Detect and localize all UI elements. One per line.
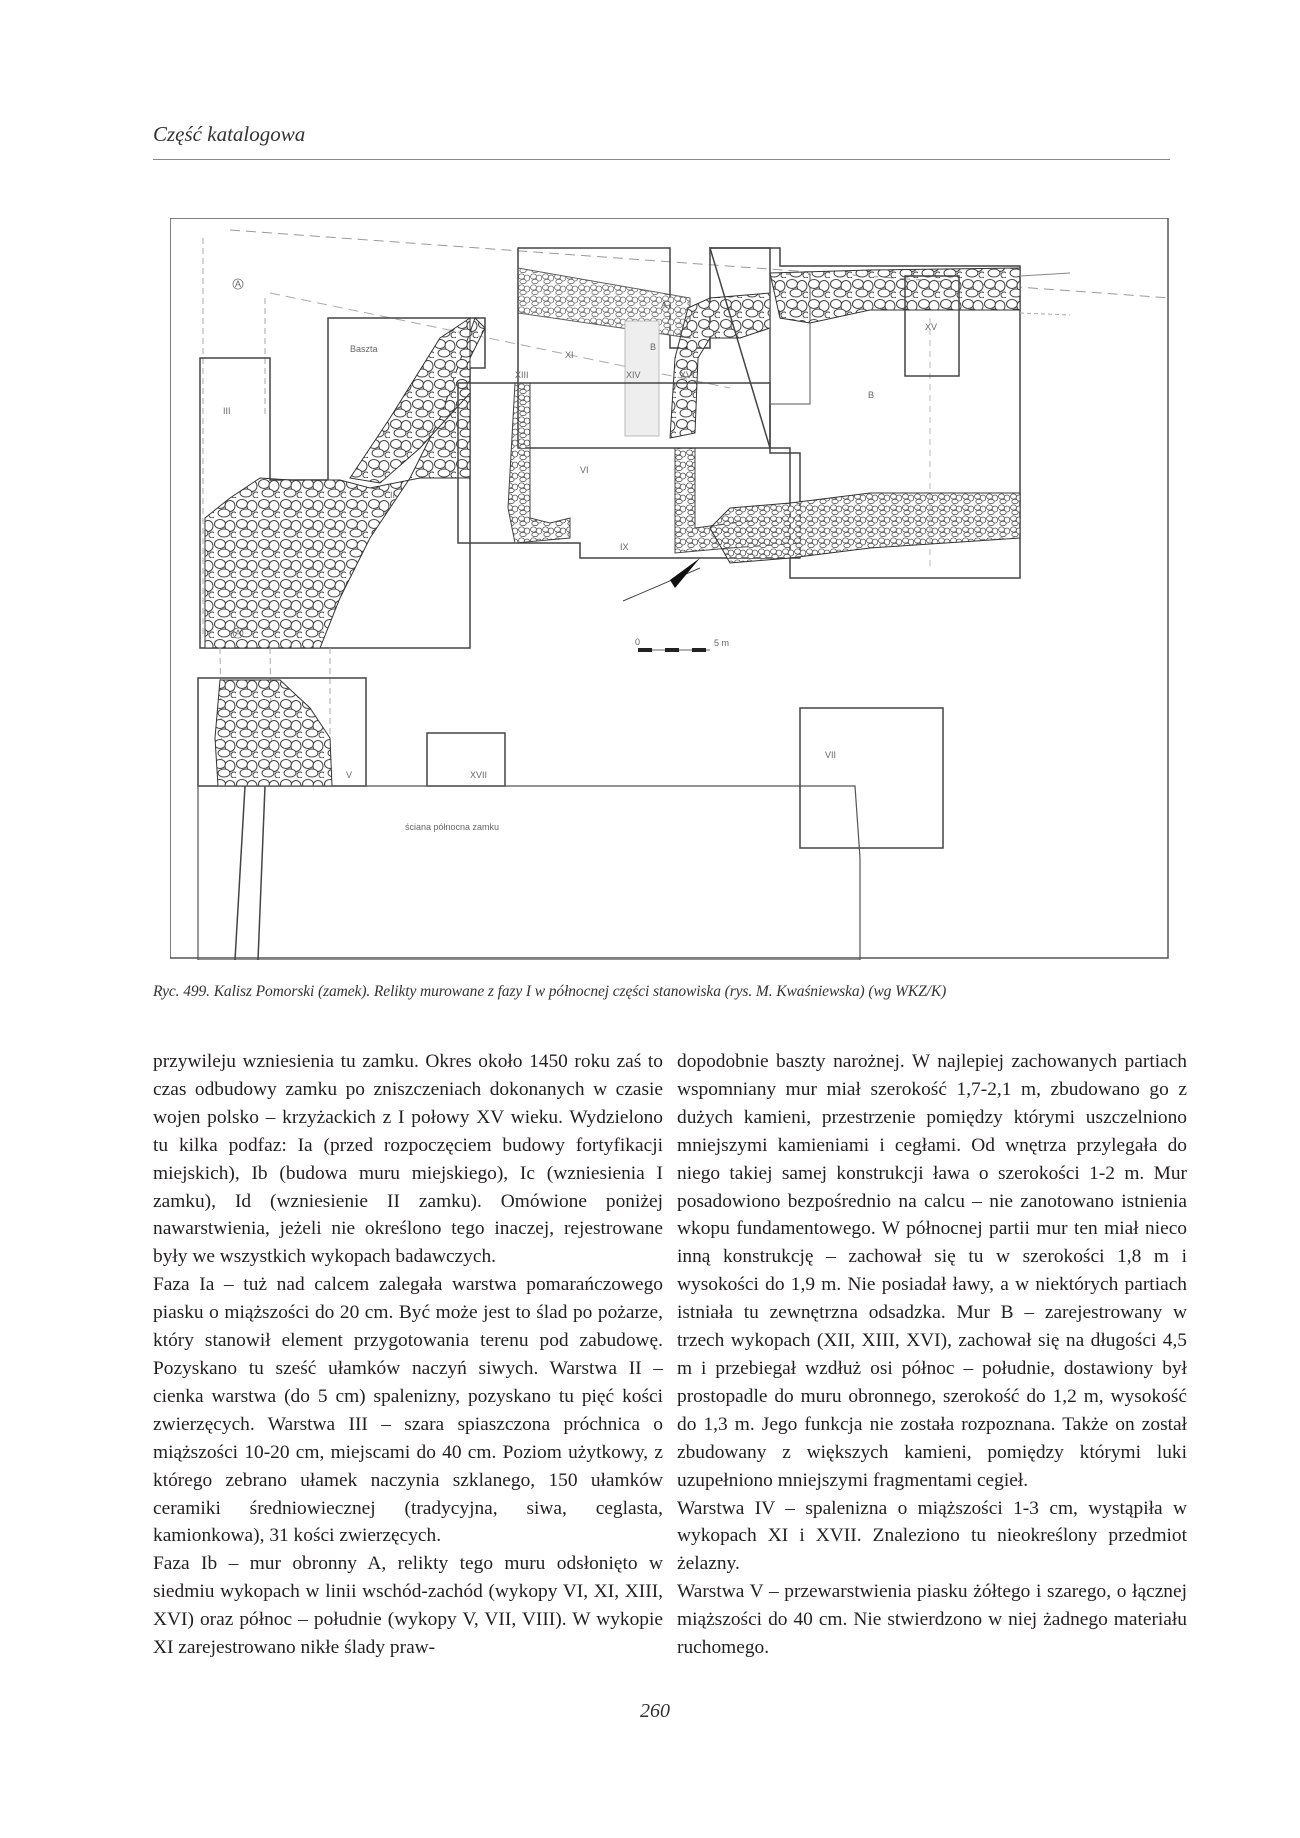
dimension-line xyxy=(1020,313,1070,315)
label-wall-b: B xyxy=(650,342,657,352)
running-head: Część katalogowa xyxy=(153,122,306,146)
label-wall-a-mid: A xyxy=(661,300,668,310)
north-arrow-icon xyxy=(670,558,700,588)
trench-outline xyxy=(800,708,943,848)
scale-end-label: 5 m xyxy=(714,638,730,648)
stone-wall-a-lower-left xyxy=(215,680,332,786)
paragraph: Warstwa V – przewarstwienia piasku żółtego i szarego, o łącznej miąższości do 40 cm. Nie stwierdzono w niej żadnego materiału ruchomego. xyxy=(677,1581,1187,1659)
label-trench-vii: VII xyxy=(825,750,837,760)
scale-start-label: 0 xyxy=(635,637,641,647)
paragraph: Warstwa IV – spalenizna o miąższości 1-3 cm, wystąpiła w wykopach XI i XVII. Znaleziono tu nieokreślony przedmiot żelazny. xyxy=(677,1497,1187,1575)
paragraph: Faza Ib – mur obronny A, relikty tego muru odsłonięto w siedmiu wykopach w linii wschód-zachód (wykopy VI, XI, XIII, XVI) oraz północ – południe (wykopy V, VII, VIII). W wykopie XI zarejestrowano nikłe ślady praw- xyxy=(153,1553,663,1659)
header-rule xyxy=(153,159,1170,160)
text-column-left xyxy=(153,1048,663,1662)
label-trench-v: V xyxy=(346,770,353,780)
stone-wall-south xyxy=(710,493,1020,563)
castle-north-wall xyxy=(198,786,860,960)
label-trench-ii: II xyxy=(390,490,396,500)
wall-line xyxy=(235,786,245,960)
label-trench-vi: VI xyxy=(580,465,589,475)
page-number: 260 xyxy=(640,1700,670,1722)
stone-wall-north xyxy=(770,268,1020,323)
label-trench-xvi: XVI xyxy=(680,370,695,380)
label-trench-ix: IX xyxy=(620,542,629,552)
label-castle-north-wall: ściana północna zamku xyxy=(405,822,500,832)
trench-outline xyxy=(427,733,505,786)
site-plan-drawing xyxy=(170,218,1170,960)
label-trench-xv: XV xyxy=(925,322,938,332)
paragraph: dopodobnie baszty narożnej. W najlepiej zachowanych partiach wspomniany mur miał szerokość 1,7-2,1 m, zbudowano go z dużych kamieni, przestrzenie pomiędzy którymi uszczelniono mniejszymi kamieniami i cegłami. Od wnętrza przylegała do niego takiej samej konstrukcji ława o szerokości 1-2 m. Mur posadowiono bezpośrednio na calcu – nie zanotowano istnienia wkopu fundamentowego. W północnej partii mur ten miał nieco inną konstrukcję – zachował się tu w szerokości 1,8 m i wysokości do 1,9 m. Nie posiadał ławy, a w niektórych partiach istniała tu zewnętrzna odsadzka. Mur B – zarejestrowany w trzech wykopach (XII, XIII, XVI), zachował się na długości 4,5 m i przebiegał wzdłuż osi północ – południe, dostawiony był prostopadle do muru obronnego, szerokość do 1,2 m, wysokość do 1,3 m. Jego funkcja nie została rozpoznana. Także on został zbudowany z większych kamieni, pomiędzy którymi luki uzupełniono mniejszymi fragmentami cegieł. xyxy=(677,1051,1187,1491)
label-wall-a-bottom: A xyxy=(235,628,242,638)
figure-caption: Ryc. 499. Kalisz Pomorski (zamek). Relikty murowane z fazy I w północnej części stanowiska (rys. M. Kwaśniewska) (wg WKZ/K) xyxy=(153,983,947,1000)
paragraph: Faza Ia – tuż nad calcem zalegała warstwa pomarańczowego piasku o miąższości do 20 cm. Być może jest to ślad po pożarze, który stanowił element przygotowania terenu pod zabudowę. Pozyskano tu sześć ułamków naczyń siwych. Warstwa II – cienka warstwa (do 5 cm) spalenizny, pozyskano tu pięć kości zwierzęcych. Warstwa III – szara spiaszczona próchnica o miąższości 10-20 cm, miejscami do 40 cm. Poziom użytkowy, z którego zebrano ułamek naczynia szklanego, 150 ułamków ceramiki średniowiecznej (tradycyjna, siwa, ceglasta, kamionkowa), 31 kości zwierzęcych. xyxy=(153,1274,663,1547)
label-trench-xiii: XIII xyxy=(515,370,529,380)
wall-line xyxy=(258,786,265,960)
label-trench-xvii: XVII xyxy=(470,770,488,780)
label-trench-xiv: XIV xyxy=(626,370,641,380)
dimension-line xyxy=(1020,273,1070,276)
scale-bar xyxy=(635,637,729,652)
paragraph: przywileju wzniesienia tu zamku. Okres około 1450 roku zaś to czas odbudowy zamku po zniszczeniach dokonanych w czasie wojen polsko – krzyżackich z I połowy XV wieku. Wydzielono tu kilka podfaz: Ia (przed rozpoczęciem budowy fortyfikacji miejskich), Ib (budowa muru miejskiego), Ic (wzniesienia I zamku), Id (wzniesienie II zamku). Omówione poniżej nawarstwienia, jeżeli nie określono tego inaczej, rejestrowane były we wszystkich wykopach badawczych. xyxy=(153,1051,663,1268)
label-wall-a-top: A xyxy=(235,279,242,289)
label-trench-xi: XI xyxy=(565,350,574,360)
label-wall-b-right: B xyxy=(868,390,875,400)
site-plan-figure xyxy=(170,218,1170,960)
stone-wall-b xyxy=(508,383,570,543)
text-column-right xyxy=(677,1048,1187,1662)
label-tower: Baszta xyxy=(350,344,378,354)
north-arrow-line xyxy=(623,568,700,601)
label-trench-iii: III xyxy=(223,406,231,416)
wall-a-dashed-line xyxy=(230,230,1170,298)
